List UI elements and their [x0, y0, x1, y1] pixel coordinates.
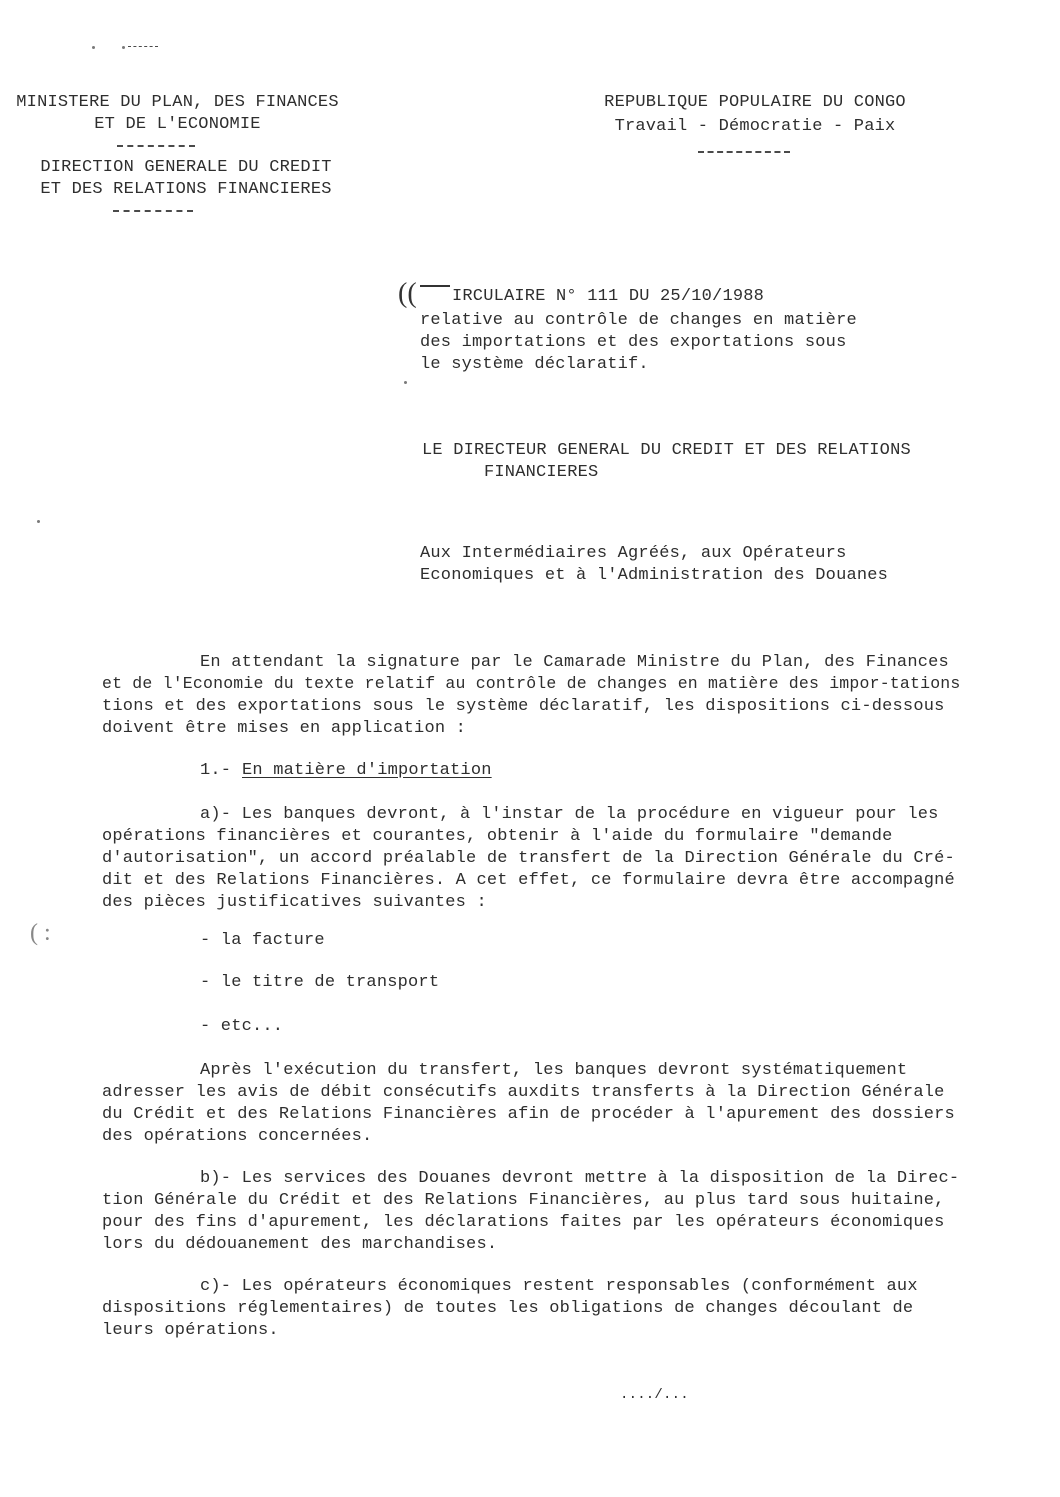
scan-speck	[92, 46, 95, 49]
republic-motto: Travail - Démocratie - Paix	[614, 117, 896, 136]
directorate-name: DIRECTION GENERALE DU CREDIT	[40, 158, 332, 177]
paragraph-a-line: des pièces justificatives suivantes :	[102, 893, 487, 912]
intro-line: En attendant la signature par le Camarade Ministre du Plan, des Finances	[200, 653, 949, 672]
intro-line: tions et des exportations sous le système déclaratif, les dispositions ci-dessous	[102, 697, 945, 716]
section-number: 1.-	[200, 761, 232, 780]
header-right-separator	[698, 151, 790, 153]
handwritten-c-stroke	[420, 285, 450, 287]
circular-subject-line-1: relative au contrôle de changes en matière	[420, 311, 857, 330]
paragraph-b-line: lors du dédouanement des marchandises.	[102, 1235, 498, 1254]
paragraph-b-line: tion Générale du Crédit et des Relations Financières, au plus tard sous huitaine,	[102, 1191, 945, 1210]
paragraph-c-line: leurs opérations.	[102, 1321, 279, 1340]
punch-hole-mark: ( :	[30, 920, 51, 946]
header-left-separator-2	[113, 210, 193, 212]
paragraph-c-line: dispositions réglementaires) de toutes les obligations de changes découlant de	[102, 1299, 914, 1318]
paragraph-c-line: c)- Les opérateurs économiques restent responsables (conformément aux	[200, 1277, 918, 1296]
paragraph-b-line: pour des fins d'apurement, les déclarations faites par les opérateurs économiques	[102, 1213, 945, 1232]
handwritten-c-mark: ((	[398, 278, 417, 309]
recipients-line-1: Aux Intermédiaires Agréés, aux Opérateurs	[420, 544, 847, 563]
page-continuation-mark: ..../...	[620, 1387, 689, 1403]
director-title-continued: FINANCIERES	[484, 463, 599, 482]
ministry-name: MINISTERE DU PLAN, DES FINANCES	[16, 93, 339, 112]
list-item: - la facture	[200, 931, 325, 950]
recipients-line-2: Economiques et à l'Administration des Douanes	[420, 566, 889, 585]
paragraph-after-line: Après l'exécution du transfert, les banques devront systématiquement	[200, 1061, 908, 1080]
circular-title: IRCULAIRE N° 111 DU 25/10/1988	[452, 287, 765, 306]
section-title: En matière d'importation	[242, 761, 492, 780]
circular-subject-line-2: des importations et des exportations sous	[420, 333, 847, 352]
scan-mark	[128, 46, 158, 47]
paragraph-after-line: des opérations concernées.	[102, 1127, 373, 1146]
directorate-name-continued: ET DES RELATIONS FINANCIERES	[40, 180, 332, 199]
ministry-name-continued: ET DE L'ECONOMIE	[94, 115, 261, 134]
paragraph-a-line: a)- Les banques devront, à l'instar de la procédure en vigueur pour les	[200, 805, 939, 824]
header-left-separator-1	[117, 145, 195, 147]
scan-speck	[404, 381, 407, 384]
paragraph-after-line: adresser les avis de débit consécutifs auxdits transferts à la Direction Générale	[102, 1083, 945, 1102]
paragraph-a-line: d'autorisation", un accord préalable de transfert de la Direction Générale du Cré-	[102, 849, 955, 868]
intro-line: doivent être mises en application :	[102, 719, 467, 738]
scan-speck	[37, 520, 40, 523]
paragraph-after-line: du Crédit et des Relations Financières afin de procéder à l'apurement des dossiers	[102, 1105, 955, 1124]
paragraph-a-line: opérations financières et courantes, obtenir à l'aide du formulaire "demande	[102, 827, 893, 846]
republic-name: REPUBLIQUE POPULAIRE DU CONGO	[604, 93, 906, 112]
intro-line: et de l'Economie du texte relatif au contrôle de changes en matière des impor-tations	[102, 675, 961, 694]
paragraph-a-line: dit et des Relations Financières. A cet effet, ce formulaire devra être accompagné	[102, 871, 955, 890]
list-item: - le titre de transport	[200, 973, 440, 992]
scan-speck	[122, 46, 125, 49]
paragraph-b-line: b)- Les services des Douanes devront mettre à la disposition de la Direc-	[200, 1169, 960, 1188]
circular-subject-line-3: le système déclaratif.	[420, 355, 649, 374]
list-item: - etc...	[200, 1017, 284, 1036]
director-title: LE DIRECTEUR GENERAL DU CREDIT ET DES RELATIONS	[422, 441, 911, 460]
